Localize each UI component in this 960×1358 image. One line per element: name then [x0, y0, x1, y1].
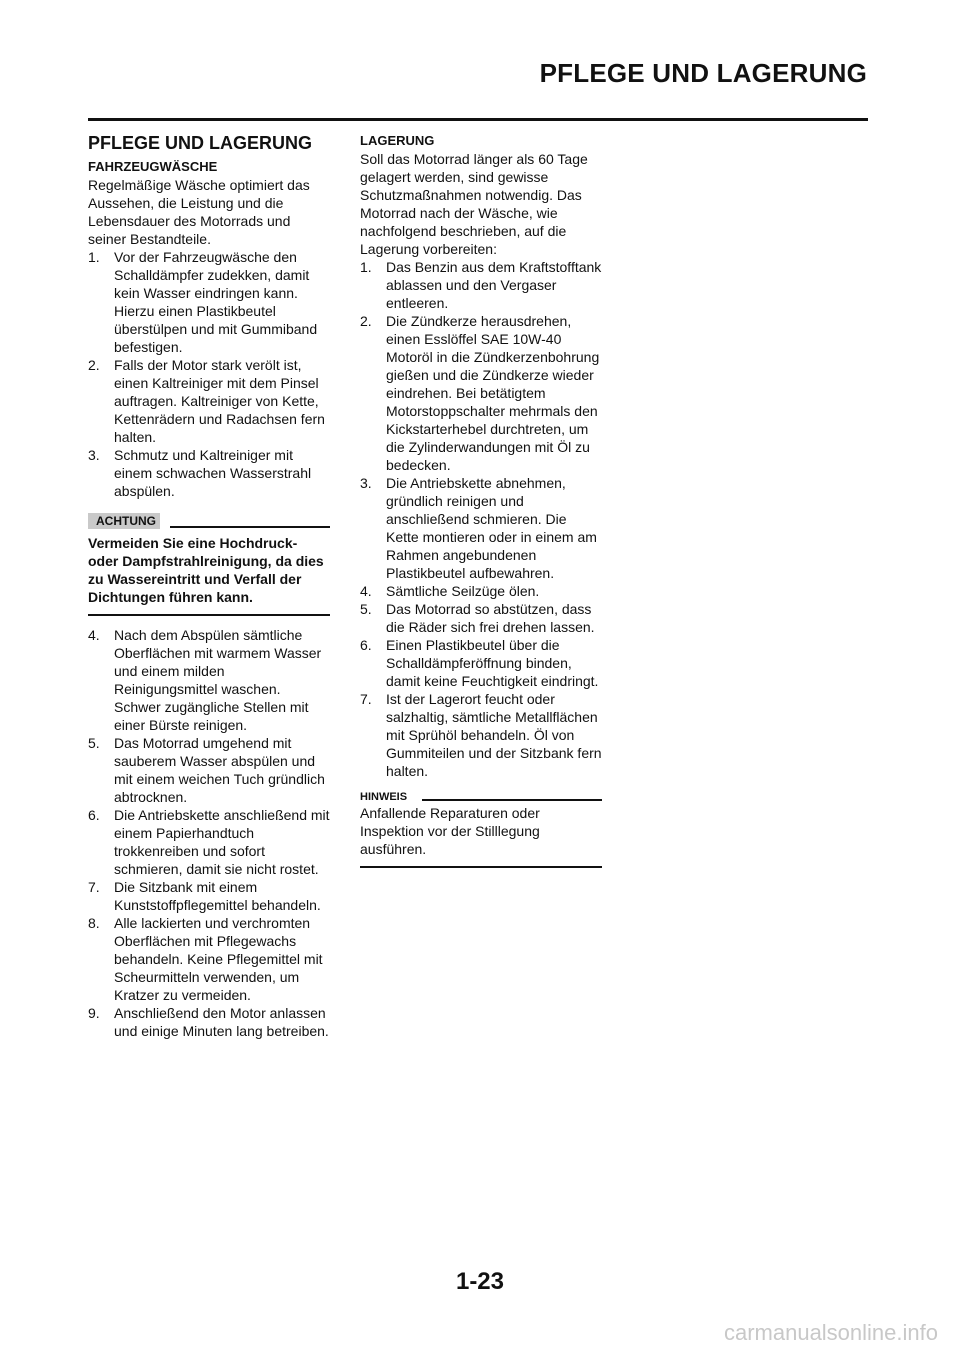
list-item [360, 474, 602, 582]
list-item [88, 1004, 330, 1040]
list-item [360, 312, 602, 474]
list-item-number: 4. [88, 627, 100, 643]
list-item-number: 5. [88, 735, 100, 751]
caution-head-rule [170, 526, 330, 528]
list-item [360, 258, 602, 312]
note-text: Anfallende Reparaturen oder Inspektion vor der Stilllegung ausführen. [360, 805, 540, 857]
washing-intro: Regelmäßige Wäsche optimiert das Aussehen, die Leistung und die Lebensdauer des Motorrads und seiner Bestandteile. [88, 177, 310, 247]
list-item-number: 3. [88, 447, 100, 463]
list-item [88, 734, 330, 806]
list-item-text: Die Antriebskette anschließend mit einem Papierhandtuch trokkenreiben und sofort schmieren, damit sie nicht rostet. [114, 807, 330, 877]
page-number: 1-23 [455, 1268, 505, 1295]
list-item [88, 806, 330, 878]
list-item-number: 2. [360, 313, 372, 329]
list-item-number: 4. [360, 583, 372, 599]
list-item-number: 1. [88, 249, 100, 265]
header-rule [88, 118, 868, 121]
list-item-text: Schmutz und Kaltreiniger mit einem schwachen Wasserstrahl abspülen. [114, 447, 312, 499]
list-item [88, 446, 330, 500]
list-item-number: 6. [88, 807, 100, 823]
list-item-text: Falls der Motor stark verölt ist, einen Kaltreiniger mit dem Pinsel auftragen. Kaltreiniger von Kette, Kettenrädern und Radachsen fern halten. [114, 357, 325, 445]
list-item-number: 8. [88, 915, 100, 931]
list-item-text: Alle lackierten und verchromten Oberflächen mit Pflegewachs behandeln. Keine Pflegemittel mit Scheurmitteln verwenden, um Kratzer zu vermeiden. [114, 915, 323, 1003]
list-item [88, 356, 330, 446]
watermark: carmanualsonline.info [723, 1320, 938, 1345]
list-item-text: Ist der Lagerort feucht oder salzhaltig, sämtliche Metallflächen mit Sprühöl behandeln. Öl von Gummiteilen und der Sitzbank fern halten. [386, 691, 602, 779]
list-item [360, 600, 602, 636]
list-item-number: 6. [360, 637, 372, 653]
list-item-text: Das Motorrad umgehend mit sauberem Wasser abspülen und mit einem weichen Tuch gründlich abtrocknen. [114, 735, 325, 805]
note-label: HINWEIS [360, 791, 408, 803]
washing-steps-b [88, 626, 330, 1040]
list-item-number: 2. [88, 357, 100, 373]
caution-label: ACHTUNG [88, 513, 160, 529]
list-item-text: Vor der Fahrzeugwäsche den Schalldämpfer zudekken, damit kein Wasser eindringen kann. Hierzu einen Plastikbeutel überstülpen und mit Gummiband befestigen. [114, 249, 318, 355]
list-item-number: 7. [360, 691, 372, 707]
subsection-title-storage: LAGERUNG [360, 133, 435, 148]
right-column [360, 132, 602, 878]
storage-intro: Soll das Motorrad länger als 60 Tage gelagert werden, sind gewisse Schutzmaßnahmen notwendig. Das Motorrad nach der Wäsche, wie nachfolgend beschrieben, auf die Lagerung vorbereiten: [360, 151, 588, 257]
list-item-text: Anschließend den Motor anlassen und einige Minuten lang betreiben. [114, 1005, 329, 1039]
left-column [88, 132, 330, 1040]
list-item-number: 5. [360, 601, 372, 617]
list-item-number: 3. [360, 475, 372, 491]
subsection-title-washing: FAHRZEUGWÄSCHE [88, 159, 218, 174]
note-head-rule [422, 799, 602, 801]
list-item-text: Das Benzin aus dem Kraftstofftank ablassen und den Vergaser entleeren. [386, 259, 602, 311]
list-item [88, 878, 330, 914]
section-title: PFLEGE UND LAGERUNG [88, 133, 313, 153]
list-item-number: 1. [360, 259, 372, 275]
list-item [360, 582, 602, 600]
caution-bottom-rule [88, 614, 330, 616]
caution-box [88, 512, 330, 616]
list-item [360, 690, 602, 780]
list-item-text: Die Antriebskette abnehmen, gründlich reinigen und anschließend schmieren. Die Kette montieren oder in einem am Rahmen angebundenen Plastikbeutel aufbewahren. [386, 475, 597, 581]
list-item-text: Sämtliche Seilzüge ölen. [386, 583, 540, 599]
list-item [360, 636, 602, 690]
list-item-text: Einen Plastikbeutel über die Schalldämpferöffnung binden, damit keine Feuchtigkeit eindringt. [386, 637, 599, 689]
list-item-number: 9. [88, 1005, 100, 1021]
list-item-text: Nach dem Abspülen sämtliche Oberflächen mit warmem Wasser und einem milden Reinigungsmittel waschen. Schwer zugängliche Stellen mit einer Bürste reinigen. [114, 627, 322, 733]
list-item-text: Das Motorrad so abstützen, dass die Räder sich frei drehen lassen. [386, 601, 595, 635]
list-item [88, 248, 330, 356]
list-item [88, 626, 330, 734]
note-bottom-rule [360, 866, 602, 868]
list-item-text: Die Sitzbank mit einem Kunststoffpflegemittel behandeln. [114, 879, 321, 913]
caution-text: Vermeiden Sie eine Hochdruck- oder Dampfstrahlreinigung, da dies zu Wassereintritt und Verfall der Dichtungen führen kann. [88, 535, 324, 605]
page-header-title: PFLEGE UND LAGERUNG [539, 58, 867, 88]
list-item-number: 7. [88, 879, 100, 895]
list-item-text: Die Zündkerze herausdrehen, einen Esslöffel SAE 10W-40 Motoröl in die Zündkerzenbohrung gießen und die Zündkerze wieder eindrehen. Bei betätigtem Motorstoppschalter mehrmals den Kickstarterhebel durchtreten, um die Zylinderwandungen mit Öl zu bedecken. [386, 313, 600, 473]
washing-steps-a [88, 248, 330, 500]
storage-steps [360, 258, 602, 780]
list-item [88, 914, 330, 1004]
note-box [360, 788, 602, 868]
